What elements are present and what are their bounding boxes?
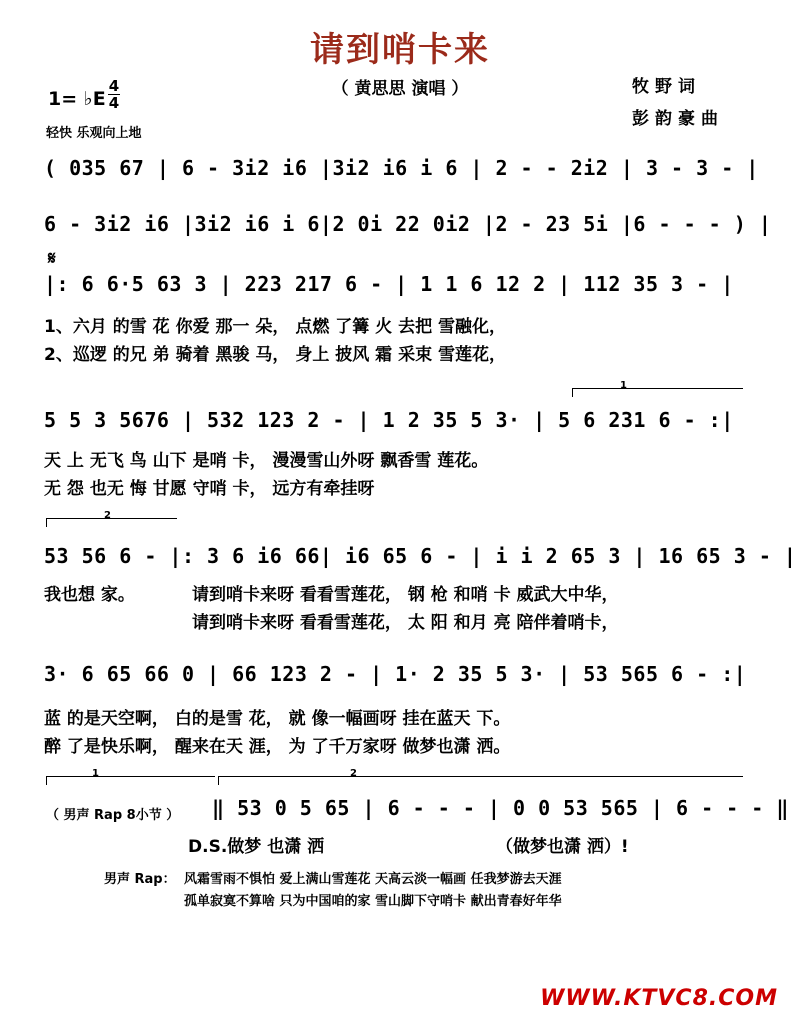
volta-2b-bracket [218, 776, 743, 785]
volta-2b-number: 2 [350, 768, 357, 779]
site-watermark: WWW.KTVC8.COM [540, 986, 778, 1011]
volta-1-number: 1 [620, 380, 627, 391]
score-line-2: 6 - 3i2 i6 |3i2 i6 i 6|2 0i 22 0i2 |2 - 23 5i |6 - - - ) | [44, 212, 772, 236]
tempo-marking: 轻快 乐观向上地 [46, 126, 142, 141]
lyrics-line-7-end: （做梦也潇 洒）! [496, 837, 629, 857]
time-signature [108, 78, 120, 111]
lyrics-line-6-verse-2: 醉 了是快乐啊， 醒来在天 涯， 为 了千万家呀 做梦也潇 洒。 [44, 737, 511, 757]
lyrics-line-3-verse-2: 2、巡逻 的兄 弟 骑着 黑骏 马， 身上 披风 霜 采束 雪莲花， [44, 345, 507, 365]
singer-credit: （ 黄思思 演唱 ） [331, 79, 469, 99]
key-signature: 1= ♭E [48, 88, 106, 110]
composer-credit: 彭韵豪曲 [632, 109, 724, 129]
volta-1-bracket [572, 388, 743, 397]
lyricist-credit: 牧野词 [632, 77, 701, 97]
volta-1b-number: 1 [92, 768, 99, 779]
volta-2-bracket [46, 518, 177, 527]
score-line-5: 53 56 6 - |: 3 6 i6 66| i6 65 6 - | i i 2 65 3 | 16 65 3 - | [44, 544, 797, 568]
rap-bars-label: （ 男声 Rap 8小节 ） [46, 808, 180, 823]
lyrics-line-6-verse-1: 蓝 的是天空啊， 白的是雪 花， 就 像一幅画呀 挂在蓝天 下。 [44, 709, 511, 729]
volta-2-number: 2 [104, 510, 111, 521]
score-line-1: ( 035 67 | 6 - 3i2 i6 |3i2 i6 i 6 | 2 - - 2i2 | 3 - 3 - | [44, 156, 759, 180]
lyrics-line-4-verse-2: 无 怨 也无 悔 甘愿 守哨 卡， 远方有牵挂呀 [44, 479, 375, 499]
lyrics-line-4-verse-1: 天 上 无飞 鸟 山下 是哨 卡， 漫漫雪山外呀 飘香雪 莲花。 [44, 451, 489, 471]
lyrics-line-5-verse-2: 请到哨卡来呀 看看雪莲花， 太 阳 和月 亮 陪伴着哨卡， [192, 613, 619, 633]
lyrics-line-3-verse-1: 1、六月 的雪 花 你爱 那一 朵， 点燃 了篝 火 去把 雪融化， [44, 317, 507, 337]
score-line-4: 5 5 3 5676 | 532 123 2 - | 1 2 35 5 3· | 5 6 231 6 - :| [44, 408, 734, 432]
meter-bottom: 4 [108, 94, 120, 112]
lyrics-line-5-verse-1: 请到哨卡来呀 看看雪莲花， 钢 枪 和哨 卡 威武大中华， [192, 585, 619, 605]
rap-label: 男声 Rap： [104, 872, 176, 887]
lyrics-line-5-ending: 我也想 家。 [44, 585, 135, 605]
score-line-6: 3· 6 65 66 0 | 66 123 2 - | 1· 2 35 5 3· | 53 565 6 - :| [44, 662, 747, 686]
song-title: 请到哨卡来 [310, 30, 490, 70]
segno-sign: 𝄋 [48, 248, 56, 269]
score-line-7: ‖ 53 0 5 65 | 6 - - - | 0 0 53 565 | 6 - - - ‖ [212, 796, 789, 820]
volta-1b-bracket [46, 776, 215, 785]
rap-line-2: 孤单寂寞不算啥 只为中国咱的家 雪山脚下守哨卡 献出青春好年华 [184, 894, 562, 909]
rap-line-1: 风霜雪雨不惧怕 爱上满山雪莲花 天高云淡一幅画 任我梦游去天涯 [184, 872, 562, 887]
lyrics-line-7-ds: D.S.做梦 也潇 洒 [188, 837, 325, 857]
score-line-3: |: 6 6·5 63 3 | 223 217 6 - | 1 1 6 12 2 | 112 35 3 - | [44, 272, 734, 296]
meter-top: 4 [108, 77, 120, 95]
